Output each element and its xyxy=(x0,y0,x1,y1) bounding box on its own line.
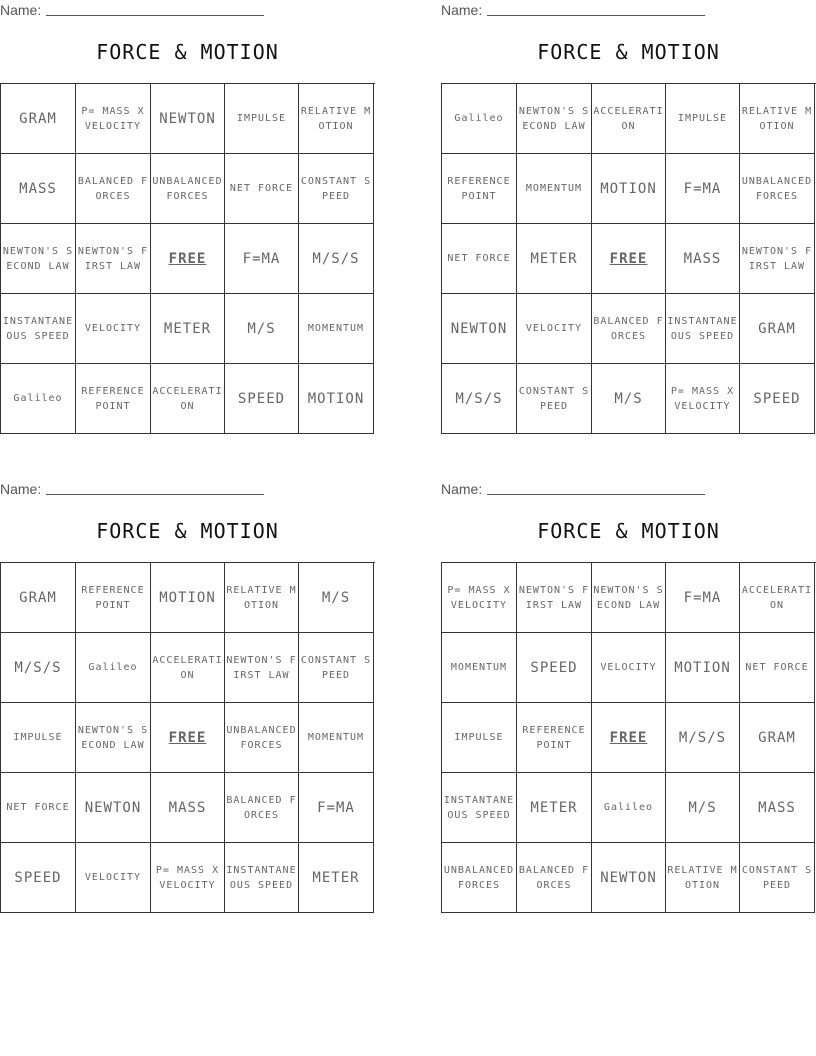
bingo-cell[interactable]: MOMENTUM xyxy=(517,154,592,224)
name-field[interactable] xyxy=(0,2,264,18)
bingo-cell[interactable]: VELOCITY xyxy=(76,294,151,364)
bingo-cell[interactable]: NEWTON'S FIRST LAW xyxy=(740,224,815,294)
free-space[interactable]: FREE xyxy=(592,224,666,294)
bingo-cell[interactable]: INSTANTANEOUS SPEED xyxy=(225,843,299,913)
bingo-cell[interactable]: UNBALANCED FORCES xyxy=(442,843,517,913)
bingo-cell[interactable]: NEWTON xyxy=(76,773,151,843)
name-field[interactable] xyxy=(441,2,705,18)
bingo-cell[interactable]: VELOCITY xyxy=(592,633,666,703)
name-label: Name: xyxy=(0,2,42,18)
bingo-cell[interactable]: INSTANTANEOUS SPEED xyxy=(1,294,76,364)
name-field[interactable] xyxy=(0,481,264,497)
bingo-grid xyxy=(441,562,816,913)
bingo-cell[interactable]: CONSTANT SPEED xyxy=(299,154,374,224)
bingo-cell[interactable]: M/S xyxy=(592,364,666,434)
bingo-cell[interactable]: SPEED xyxy=(1,843,76,913)
bingo-cell[interactable]: METER xyxy=(517,224,592,294)
bingo-cell[interactable]: BALANCED FORCES xyxy=(517,843,592,913)
bingo-cell[interactable]: SPEED xyxy=(225,364,299,434)
bingo-cell[interactable]: MASS xyxy=(151,773,225,843)
name-underline xyxy=(487,482,705,495)
bingo-cell[interactable]: CONSTANT SPEED xyxy=(740,843,815,913)
bingo-cell[interactable]: F=MA xyxy=(666,154,740,224)
bingo-cell[interactable]: F=MA xyxy=(299,773,374,843)
name-underline xyxy=(487,3,705,16)
bingo-cell[interactable]: GRAM xyxy=(1,84,76,154)
bingo-cell[interactable]: MOTION xyxy=(299,364,374,434)
bingo-cell[interactable]: NEWTON xyxy=(592,843,666,913)
bingo-cell[interactable]: NET FORCE xyxy=(225,154,299,224)
bingo-cell[interactable]: IMPULSE xyxy=(442,703,517,773)
bingo-cell[interactable]: NEWTON'S SECOND LAW xyxy=(1,224,76,294)
bingo-cell[interactable]: P= MASS X VELOCITY xyxy=(442,563,517,633)
bingo-card-4 xyxy=(441,479,816,914)
bingo-cell[interactable]: M/S xyxy=(666,773,740,843)
bingo-cell[interactable]: P= MASS X VELOCITY xyxy=(151,843,225,913)
bingo-cell[interactable]: GRAM xyxy=(1,563,76,633)
bingo-cell[interactable]: M/S/S xyxy=(299,224,374,294)
bingo-cell[interactable]: INSTANTANEOUS SPEED xyxy=(442,773,517,843)
bingo-cell[interactable]: P= MASS X VELOCITY xyxy=(76,84,151,154)
bingo-cell[interactable]: Galileo xyxy=(442,84,517,154)
bingo-cell[interactable]: ACCELERATION xyxy=(740,563,815,633)
bingo-cell[interactable]: SPEED xyxy=(517,633,592,703)
bingo-cell[interactable]: UNBALANCED FORCES xyxy=(740,154,815,224)
bingo-cell[interactable]: NEWTON'S SECOND LAW xyxy=(76,703,151,773)
bingo-cell[interactable]: REFERENCE POINT xyxy=(517,703,592,773)
bingo-card-3 xyxy=(0,479,375,914)
bingo-cell[interactable]: F=MA xyxy=(666,563,740,633)
bingo-cell[interactable]: RELATIVE MOTION xyxy=(740,84,815,154)
bingo-cell[interactable]: NET FORCE xyxy=(1,773,76,843)
name-label: Name: xyxy=(0,481,42,497)
bingo-cell[interactable]: RELATIVE MOTION xyxy=(666,843,740,913)
bingo-cell[interactable]: BALANCED FORCES xyxy=(592,294,666,364)
bingo-cell[interactable]: NEWTON'S FIRST LAW xyxy=(76,224,151,294)
name-label: Name: xyxy=(441,481,483,497)
bingo-cell[interactable]: MOTION xyxy=(666,633,740,703)
bingo-cell[interactable]: RELATIVE MOTION xyxy=(225,563,299,633)
bingo-card-2 xyxy=(441,0,816,435)
bingo-cell[interactable]: Galileo xyxy=(1,364,76,434)
bingo-cell[interactable]: UNBALANCED FORCES xyxy=(225,703,299,773)
name-label: Name: xyxy=(441,2,483,18)
name-field[interactable] xyxy=(441,481,705,497)
bingo-cell[interactable]: MOMENTUM xyxy=(442,633,517,703)
bingo-cell[interactable]: NET FORCE xyxy=(442,224,517,294)
bingo-cell[interactable]: MASS xyxy=(740,773,815,843)
bingo-cell[interactable]: MOMENTUM xyxy=(299,294,374,364)
bingo-cell[interactable]: ACCELERATION xyxy=(151,364,225,434)
bingo-cell[interactable]: BALANCED FORCES xyxy=(76,154,151,224)
bingo-cell[interactable]: ACCELERATION xyxy=(151,633,225,703)
bingo-cell[interactable]: REFERENCE POINT xyxy=(76,364,151,434)
bingo-cell[interactable]: CONSTANT SPEED xyxy=(299,633,374,703)
bingo-cell[interactable]: MOTION xyxy=(592,154,666,224)
bingo-grid xyxy=(441,83,816,434)
bingo-cell[interactable]: IMPULSE xyxy=(225,84,299,154)
bingo-cell[interactable]: VELOCITY xyxy=(517,294,592,364)
bingo-cell[interactable]: M/S xyxy=(299,563,374,633)
free-space[interactable]: FREE xyxy=(592,703,666,773)
bingo-cell[interactable]: NEWTON xyxy=(151,84,225,154)
bingo-cell[interactable]: F=MA xyxy=(225,224,299,294)
bingo-cell[interactable]: P= MASS X VELOCITY xyxy=(666,364,740,434)
bingo-cell[interactable]: GRAM xyxy=(740,703,815,773)
bingo-cell[interactable]: IMPULSE xyxy=(666,84,740,154)
bingo-cell[interactable]: VELOCITY xyxy=(76,843,151,913)
bingo-cell[interactable]: MOTION xyxy=(151,563,225,633)
bingo-cell[interactable]: BALANCED FORCES xyxy=(225,773,299,843)
bingo-cell[interactable]: M/S xyxy=(225,294,299,364)
bingo-cell[interactable]: REFERENCE POINT xyxy=(442,154,517,224)
bingo-cell[interactable]: M/S/S xyxy=(442,364,517,434)
bingo-grid xyxy=(0,562,375,913)
bingo-cell[interactable]: INSTANTANEOUS SPEED xyxy=(666,294,740,364)
bingo-cell[interactable]: NEWTON'S SECOND LAW xyxy=(517,84,592,154)
bingo-cell[interactable]: NEWTON xyxy=(442,294,517,364)
bingo-cell[interactable]: NEWTON'S SECOND LAW xyxy=(592,563,666,633)
bingo-cell[interactable]: M/S/S xyxy=(666,703,740,773)
bingo-cell[interactable]: ACCELERATION xyxy=(592,84,666,154)
bingo-cell[interactable]: M/S/S xyxy=(1,633,76,703)
bingo-cell[interactable]: METER xyxy=(151,294,225,364)
bingo-cell[interactable]: Galileo xyxy=(76,633,151,703)
bingo-cell[interactable]: NET FORCE xyxy=(740,633,815,703)
card-title: FORCE & MOTION xyxy=(96,40,279,64)
card-title: FORCE & MOTION xyxy=(537,519,720,543)
bingo-cell[interactable]: MOMENTUM xyxy=(299,703,374,773)
bingo-cell[interactable]: METER xyxy=(517,773,592,843)
bingo-cell[interactable]: CONSTANT SPEED xyxy=(517,364,592,434)
bingo-cell[interactable]: RELATIVE MOTION xyxy=(299,84,374,154)
free-space[interactable]: FREE xyxy=(151,703,225,773)
bingo-cell[interactable]: MASS xyxy=(1,154,76,224)
bingo-grid xyxy=(0,83,375,434)
bingo-cell[interactable]: REFERENCE POINT xyxy=(76,563,151,633)
bingo-cell[interactable]: METER xyxy=(299,843,374,913)
bingo-cell[interactable]: MASS xyxy=(666,224,740,294)
bingo-cell[interactable]: IMPULSE xyxy=(1,703,76,773)
free-space[interactable]: FREE xyxy=(151,224,225,294)
bingo-cell[interactable]: NEWTON'S FIRST LAW xyxy=(225,633,299,703)
card-title: FORCE & MOTION xyxy=(96,519,279,543)
bingo-cell[interactable]: Galileo xyxy=(592,773,666,843)
bingo-card-1 xyxy=(0,0,375,435)
bingo-cell[interactable]: SPEED xyxy=(740,364,815,434)
name-underline xyxy=(46,482,264,495)
bingo-cell[interactable]: UNBALANCED FORCES xyxy=(151,154,225,224)
bingo-cell[interactable]: GRAM xyxy=(740,294,815,364)
name-underline xyxy=(46,3,264,16)
card-title: FORCE & MOTION xyxy=(537,40,720,64)
bingo-cell[interactable]: NEWTON'S FIRST LAW xyxy=(517,563,592,633)
